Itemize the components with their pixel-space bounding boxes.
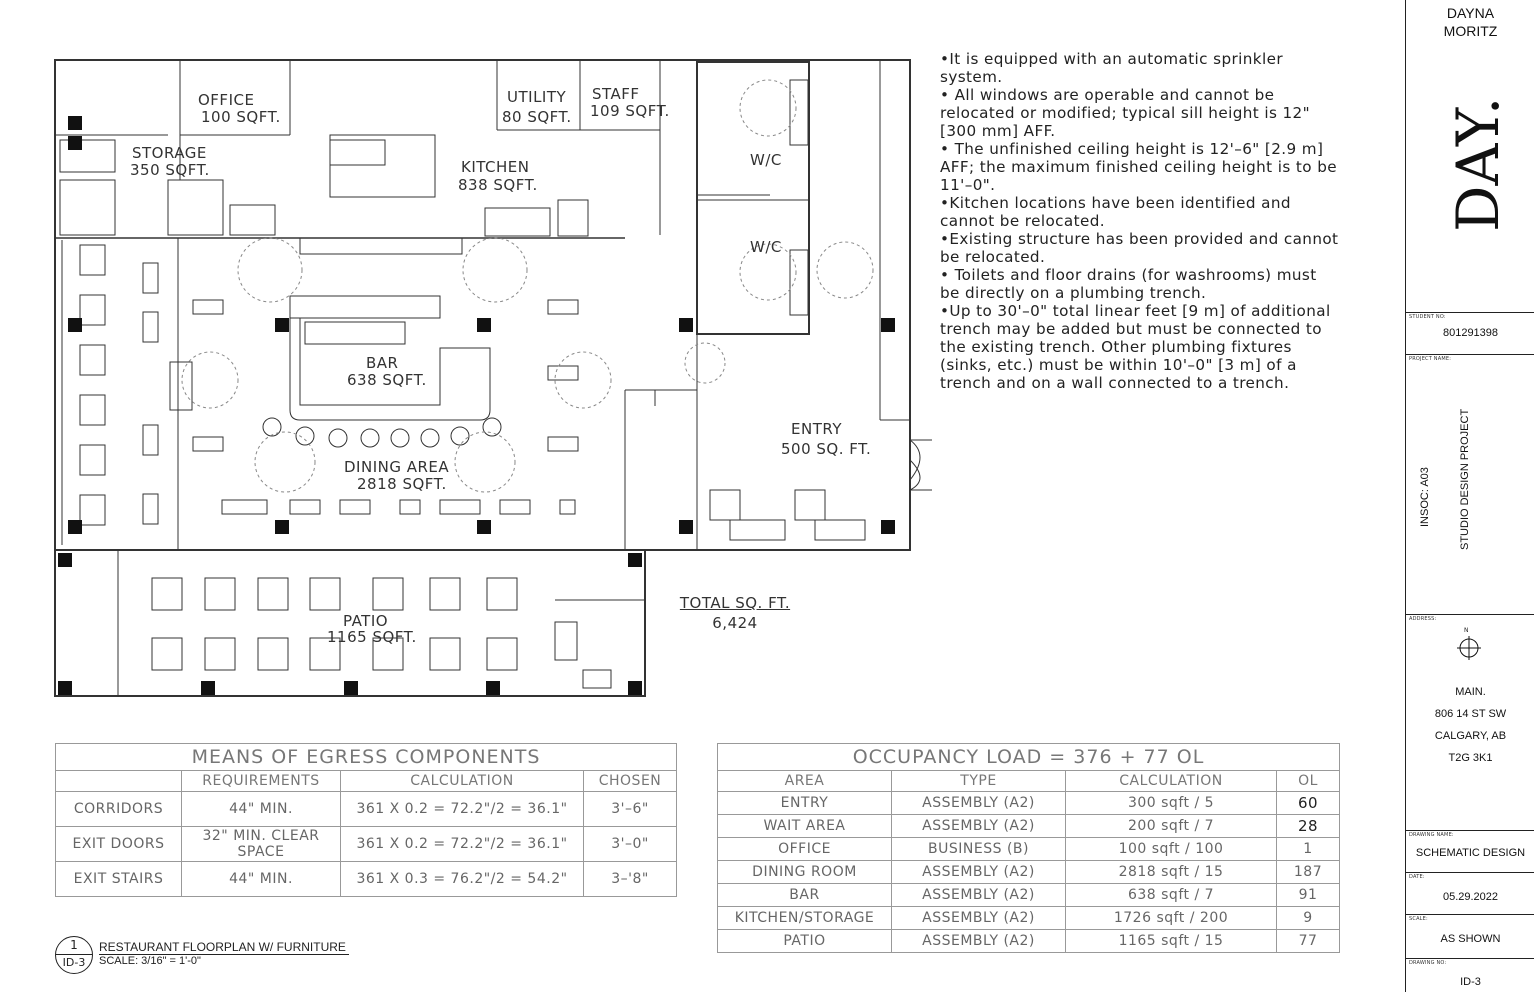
total-area-label: TOTAL SQ. FT. [679,594,791,612]
detail-title: RESTAURANT FLOORPLAN W/ FURNITURE [99,940,349,955]
egress-title: MEANS OF EGRESS COMPONENTS [56,744,677,771]
room-wc-2: W/C [750,238,782,256]
table-row [718,930,1340,953]
egress-header: CHOSEN [584,771,677,792]
project-name-label: PROJECT NAME: [1409,356,1452,362]
room-dining: DINING AREA [344,458,450,476]
table-row [56,862,677,897]
patio-benches [152,578,517,670]
occupancy-cell: 187 [1277,861,1340,884]
detail-sheet: ID-3 [62,956,86,969]
occupancy-cell: 60 [1277,792,1340,815]
occupancy-cell: PATIO [718,930,892,953]
note-1: •It is equipped with an automatic sprinkler system. [940,50,1283,86]
occupancy-cell: DINING ROOM [718,861,892,884]
occupancy-title: OCCUPANCY LOAD = 376 + 77 OL [718,744,1340,771]
egress-cell: 32" MIN. CLEAR SPACE [182,827,341,862]
table-row [718,815,1340,838]
table-row [718,861,1340,884]
drawing-caption [55,936,355,976]
room-patio: PATIO [343,612,389,630]
egress-cell: CORRIDORS [56,792,182,827]
total-area-value: 6,424 [712,614,758,632]
date: 05.29.2022 [1442,891,1499,903]
occupancy-cell: 91 [1277,884,1340,907]
date-section [1406,872,1534,915]
occupancy-cell: 77 [1277,930,1340,953]
egress-header [56,771,182,792]
table-row [56,792,677,827]
room-staff: STAFF [592,85,640,103]
drawing-name-section [1406,830,1534,873]
occupancy-cell: 9 [1277,907,1340,930]
egress-cell: 44" MIN. [182,792,341,827]
note-7: •Up to 30'–0" total linear feet [9 m] of additional trench may be added but must be connected to the existing trench. Other plumbing fixtures (sinks, etc.) must be within 10'–0" [3 m] of a trench and on a wall connected to a trench. [940,302,1331,392]
occupancy-header: CALCULATION [1066,771,1277,792]
occupancy-cell: 300 sqft / 5 [1066,792,1277,815]
occupancy-cell: OFFICE [718,838,892,861]
egress-cell: 3'–6" [584,792,677,827]
drawing-no: ID-3 [1460,976,1481,988]
address-line: 806 14 ST SW [1434,708,1507,720]
scale-section [1406,914,1534,959]
detail-scale: SCALE: 3/16" = 1'-0" [99,955,201,967]
occupancy-cell: BAR [718,884,892,907]
address-block [1406,681,1534,769]
scale-label: SCALE: [1409,916,1428,922]
occupancy-cell: 100 sqft / 100 [1066,838,1277,861]
occupancy-cell: ASSEMBLY (A2) [892,907,1066,930]
occupancy-cell: ASSEMBLY (A2) [892,884,1066,907]
designer-name [1406,4,1534,40]
occupancy-header: AREA [718,771,892,792]
egress-cell: 361 X 0.3 = 76.2"/2 = 54.2" [341,862,584,897]
room-entry-area: 500 SQ. FT. [781,440,872,458]
dining-tables [80,245,578,525]
address-line: T2G 3K1 [1448,752,1493,764]
egress-table [55,743,677,897]
occupancy-cell: ENTRY [718,792,892,815]
occupancy-table [717,743,1340,953]
drawing-no-label: DRAWING NO: [1409,960,1447,966]
room-kitchen: KITCHEN [461,158,530,176]
room-office-area: 100 SQFT. [201,108,281,126]
occupancy-cell: 1726 sqft / 200 [1066,907,1277,930]
table-row [718,838,1340,861]
room-wc-1: W/C [750,151,782,169]
room-entry: ENTRY [791,420,842,438]
occupancy-cell: 28 [1277,815,1340,838]
room-dining-area: 2818 SQFT. [357,475,447,493]
north-label: N [1464,627,1469,634]
note-5: •Existing structure has been provided and cannot be relocated. [940,230,1339,266]
room-bar-area: 638 SQFT. [347,371,427,389]
room-storage: STORAGE [132,144,207,162]
occupancy-cell: 2818 sqft / 15 [1066,861,1277,884]
occupancy-cell: 1165 sqft / 15 [1066,930,1277,953]
building-outline [55,60,910,550]
drawing-name: SCHEMATIC DESIGN [1415,847,1526,859]
project-title: STUDIO DESIGN PROJECT [1459,408,1471,550]
course-code: INSOC: A03 [1419,467,1431,527]
student-no-label: STUDENT NO: [1409,314,1446,320]
address-label: ADDRESS: [1409,616,1437,622]
drawing-name-label: DRAWING NAME: [1409,832,1454,838]
egress-header: CALCULATION [341,771,584,792]
room-kitchen-area: 838 SQFT. [458,176,538,194]
occupancy-cell: ASSEMBLY (A2) [892,930,1066,953]
note-6: • Toilets and floor drains (for washrooms) must be directly on a plumbing trench. [940,266,1317,302]
egress-cell: 361 X 0.2 = 72.2"/2 = 36.1" [341,792,584,827]
occupancy-cell: KITCHEN/STORAGE [718,907,892,930]
table-row [718,884,1340,907]
note-2: • All windows are operable and cannot be relocated or modified; typical sill height is 12" [300 mm] AFF. [940,86,1311,140]
egress-header: REQUIREMENTS [182,771,341,792]
address-line: CALGARY, AB [1434,730,1507,742]
address-line: MAIN. [1455,686,1486,698]
occupancy-cell: 1 [1277,838,1340,861]
room-staff-area: 109 SQFT. [590,102,670,120]
room-storage-area: 350 SQFT. [130,161,210,179]
student-no-section [1406,312,1534,355]
room-patio-area: 1165 SQFT. [327,628,417,646]
occupancy-header: TYPE [892,771,1066,792]
egress-cell: 44" MIN. [182,862,341,897]
note-4: •Kitchen locations have been identified and cannot be relocated. [940,194,1291,230]
occupancy-cell: 200 sqft / 7 [1066,815,1277,838]
egress-cell: EXIT DOORS [56,827,182,862]
table-row [56,827,677,862]
occupancy-cell: BUSINESS (B) [892,838,1066,861]
table-row [718,792,1340,815]
occupancy-header: OL [1277,771,1340,792]
egress-cell: 361 X 0.2 = 72.2"/2 = 36.1" [341,827,584,862]
date-label: DATE: [1409,874,1425,880]
project-notes [940,50,1340,392]
brand-logo: DAY. [1444,96,1512,232]
occupancy-cell: WAIT AREA [718,815,892,838]
room-office: OFFICE [198,91,255,109]
egress-cell: 3'–0" [584,827,677,862]
occupancy-cell: ASSEMBLY (A2) [892,792,1066,815]
room-utility-area: 80 SQFT. [502,108,572,126]
occupancy-cell: ASSEMBLY (A2) [892,861,1066,884]
designer-last-name: MORITZ [1443,23,1498,39]
room-bar: BAR [366,354,399,372]
designer-first-name: DAYNA [1446,5,1495,21]
detail-number: 1 [70,938,78,952]
address-section [1406,614,1534,831]
occupancy-cell: 638 sqft / 7 [1066,884,1277,907]
room-utility: UTILITY [507,88,567,106]
egress-cell: EXIT STAIRS [56,862,182,897]
table-row [718,907,1340,930]
egress-cell: 3–'8" [584,862,677,897]
scale: AS SHOWN [1440,933,1501,945]
drawing-no-section [1406,958,1534,993]
total-area [670,594,800,632]
note-3: • The unfinished ceiling height is 12'–6" [2.9 m] AFF; the maximum finished ceiling height is to be 11'–0". [940,140,1337,194]
occupancy-cell: ASSEMBLY (A2) [892,815,1066,838]
bar-stools [263,418,501,447]
student-no: 801291398 [1442,327,1499,339]
